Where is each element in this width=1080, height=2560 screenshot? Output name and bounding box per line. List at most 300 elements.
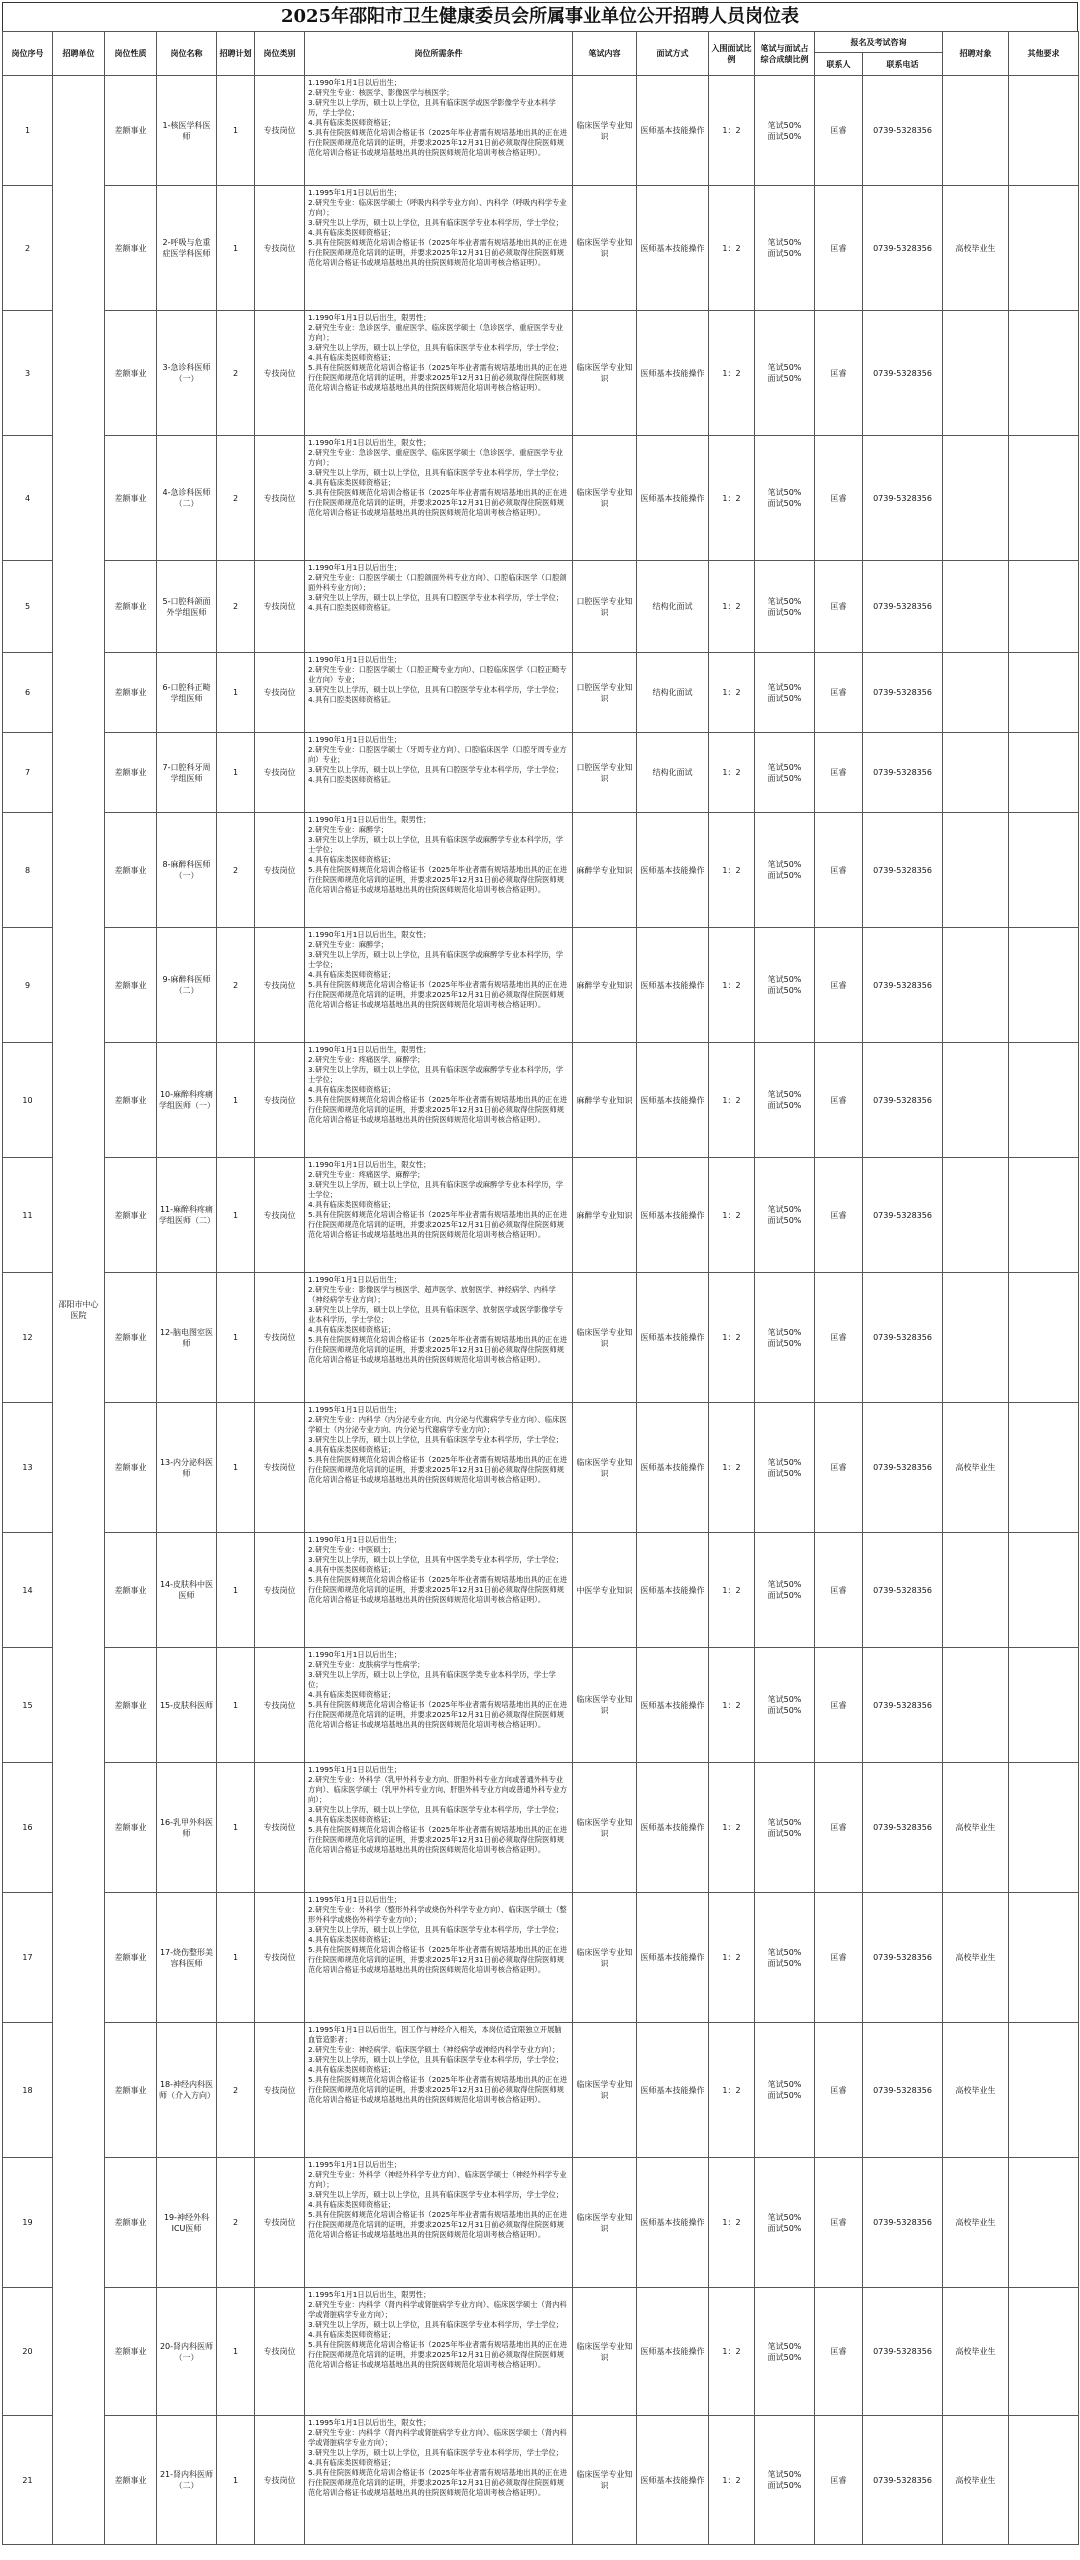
table-row — [3, 186, 1079, 311]
table-row — [3, 1763, 1079, 1893]
interview-mode-cell: 结构化面试 — [637, 561, 709, 653]
other-cell — [1009, 928, 1079, 1043]
conditions-cell: 1.1995年1月1日以后出生，限女性； 2.研究生专业：内科学（肾内科学或肾脏病学专业方向）、临床医学硕士（肾内科学或肾脏病学专业方向）； 3.研究生以上学历，硕士以上学位，且具有临床医学专业本科学历，学士学位； 4.具有临床类医师资格证； 5.具有住院医师规范化培训合格证书（2025年毕业者需有规培基地出具的正在进行住院医师规范化培训的证明，并要求2025年12月31日前必须取得住院医师规范化培训合格证书或规培基地出具的住院医师规范化培训考核合格证明）。 — [305, 2416, 573, 2545]
phone-cell: 0739-5328356 — [863, 2023, 943, 2158]
target-cell — [943, 1648, 1009, 1763]
score-ratio-cell: 笔试50% 面试50% — [755, 733, 815, 813]
position-name-cell: 11-麻醉科疼痛学组医师（二） — [157, 1158, 217, 1273]
category-cell: 专技岗位 — [255, 653, 305, 733]
seq-cell: 8 — [3, 813, 53, 928]
interview-ratio-cell: 1：2 — [709, 1533, 755, 1648]
contact-cell: 匡睿 — [815, 2288, 863, 2416]
table-row — [3, 561, 1079, 653]
position-name-cell: 17-烧伤整形美容科医师 — [157, 1893, 217, 2023]
other-cell — [1009, 186, 1079, 311]
exam-content-cell: 临床医学专业知识 — [573, 1403, 637, 1533]
category-cell: 专技岗位 — [255, 186, 305, 311]
header-name: 岗位名称 — [157, 32, 217, 76]
interview-ratio-cell: 1：2 — [709, 813, 755, 928]
table-row — [3, 928, 1079, 1043]
exam-content-cell: 临床医学专业知识 — [573, 2288, 637, 2416]
exam-content-cell: 临床医学专业知识 — [573, 436, 637, 561]
page-title: 2025年邵阳市卫生健康委员会所属事业单位公开招聘人员岗位表 — [2, 2, 1078, 31]
phone-cell: 0739-5328356 — [863, 1763, 943, 1893]
category-cell: 专技岗位 — [255, 1403, 305, 1533]
plan-cell: 2 — [217, 561, 255, 653]
nature-cell: 差额事业 — [105, 1533, 157, 1648]
interview-mode-cell: 医师基本技能操作 — [637, 1043, 709, 1158]
document-page — [2, 2, 1078, 2545]
contact-cell: 匡睿 — [815, 733, 863, 813]
interview-mode-cell: 医师基本技能操作 — [637, 2416, 709, 2545]
other-cell — [1009, 653, 1079, 733]
seq-cell: 9 — [3, 928, 53, 1043]
position-name-cell: 19-神经外科ICU医师 — [157, 2158, 217, 2288]
position-name-cell: 5-口腔科颌面外学组医师 — [157, 561, 217, 653]
interview-ratio-cell: 1：2 — [709, 2023, 755, 2158]
target-cell — [943, 311, 1009, 436]
interview-mode-cell: 医师基本技能操作 — [637, 1648, 709, 1763]
other-cell — [1009, 1158, 1079, 1273]
other-cell — [1009, 1403, 1079, 1533]
conditions-cell: 1.1990年1月1日以后出生，限男性； 2.研究生专业：急诊医学、重症医学、临床医学硕士（急诊医学、重症医学专业方向）； 3.研究生以上学历，硕士以上学位，且具有临床医学专业本科学历，学士学位； 4.具有临床类医师资格证； 5.具有住院医师规范化培训合格证书（2025年毕业者需有规培基地出具的正在进行住院医师规范化培训的证明，并要求2025年12月31日前必须取得住院医师规范化培训合格证书或规培基地出具的住院医师规范化培训考核合格证明）。 — [305, 311, 573, 436]
conditions-cell: 1.1990年1月1日以后出生； 2.研究生专业：口腔医学硕士（牙周专业方向）、口腔临床医学（口腔牙周专业方向）专业； 3.研究生以上学历，硕士以上学位，且具有口腔医学专业本科学历，学士学位； 4.具有口腔类医师资格证。 — [305, 733, 573, 813]
nature-cell: 差额事业 — [105, 561, 157, 653]
conditions-cell: 1.1990年1月1日以后出生； 2.研究生专业：核医学、影像医学与核医学； 3.研究生以上学历，硕士以上学位，且具有临床医学或医学影像学专业本科学历，学士学位； 4.具有临床类医师资格证； 5.具有住院医师规范化培训合格证书（2025年毕业者需有规培基地出具的正在进行住院医师规范化培训的证明，并要求2025年12月31日前必须取得住院医师规范化培训合格证书或规培基地出具的住院医师规范化培训考核合格证明）。 — [305, 76, 573, 186]
exam-content-cell: 临床医学专业知识 — [573, 76, 637, 186]
interview-ratio-cell: 1：2 — [709, 561, 755, 653]
nature-cell: 差额事业 — [105, 813, 157, 928]
score-ratio-cell: 笔试50% 面试50% — [755, 1273, 815, 1403]
score-ratio-cell: 笔试50% 面试50% — [755, 1533, 815, 1648]
interview-ratio-cell: 1：2 — [709, 2158, 755, 2288]
contact-cell: 匡睿 — [815, 186, 863, 311]
table-row — [3, 311, 1079, 436]
exam-content-cell: 临床医学专业知识 — [573, 311, 637, 436]
table-row — [3, 2416, 1079, 2545]
exam-content-cell: 口腔医学专业知识 — [573, 653, 637, 733]
plan-cell: 1 — [217, 1533, 255, 1648]
exam-content-cell: 临床医学专业知识 — [573, 1893, 637, 2023]
category-cell: 专技岗位 — [255, 1273, 305, 1403]
phone-cell: 0739-5328356 — [863, 1403, 943, 1533]
seq-cell: 13 — [3, 1403, 53, 1533]
plan-cell: 1 — [217, 2416, 255, 2545]
position-name-cell: 16-乳甲外科医师 — [157, 1763, 217, 1893]
conditions-cell: 1.1990年1月1日以后出生，限男性； 2.研究生专业：疼痛医学、麻醉学； 3.研究生以上学历，硕士以上学位，且具有临床医学或麻醉学专业本科学历，学士学位； 4.具有临床类医师资格证； 5.具有住院医师规范化培训合格证书（2025年毕业者需有规培基地出具的正在进行住院医师规范化培训的证明，并要求2025年12月31日前必须取得住院医师规范化培训合格证书或规培基地出具的住院医师规范化培训考核合格证明）。 — [305, 1043, 573, 1158]
position-name-cell: 14-皮肤科中医医师 — [157, 1533, 217, 1648]
score-ratio-cell: 笔试50% 面试50% — [755, 1403, 815, 1533]
interview-ratio-cell: 1：2 — [709, 76, 755, 186]
contact-cell: 匡睿 — [815, 436, 863, 561]
seq-cell: 12 — [3, 1273, 53, 1403]
interview-mode-cell: 医师基本技能操作 — [637, 311, 709, 436]
plan-cell: 1 — [217, 186, 255, 311]
interview-mode-cell: 医师基本技能操作 — [637, 436, 709, 561]
category-cell: 专技岗位 — [255, 2416, 305, 2545]
conditions-cell: 1.1995年1月1日以后出生； 2.研究生专业：外科学（神经外科学专业方向）、临床医学硕士（神经外科学专业方向）； 3.研究生以上学历，硕士以上学位，且具有临床医学专业本科学历，学士学位； 4.具有临床类医师资格证； 5.具有住院医师规范化培训合格证书（2025年毕业者需有规培基地出具的正在进行住院医师规范化培训的证明，并要求2025年12月31日前必须取得住院医师规范化培训合格证书或规培基地出具的住院医师规范化培训考核合格证明）。 — [305, 2158, 573, 2288]
interview-mode-cell: 医师基本技能操作 — [637, 1403, 709, 1533]
contact-cell: 匡睿 — [815, 1158, 863, 1273]
score-ratio-cell: 笔试50% 面试50% — [755, 1893, 815, 2023]
table-row — [3, 813, 1079, 928]
interview-ratio-cell: 1：2 — [709, 1158, 755, 1273]
table-row — [3, 2023, 1079, 2158]
target-cell: 高校毕业生 — [943, 1893, 1009, 2023]
category-cell: 专技岗位 — [255, 561, 305, 653]
score-ratio-cell: 笔试50% 面试50% — [755, 186, 815, 311]
nature-cell: 差额事业 — [105, 1043, 157, 1158]
target-cell — [943, 561, 1009, 653]
target-cell: 高校毕业生 — [943, 1763, 1009, 1893]
other-cell — [1009, 733, 1079, 813]
other-cell — [1009, 2288, 1079, 2416]
plan-cell: 2 — [217, 928, 255, 1043]
conditions-cell: 1.1990年1月1日以后出生，限女性； 2.研究生专业：麻醉学； 3.研究生以上学历，硕士以上学位，且具有临床医学或麻醉学专业本科学历，学士学位； 4.具有临床类医师资格证； 5.具有住院医师规范化培训合格证书（2025年毕业者需有规培基地出具的正在进行住院医师规范化培训的证明，并要求2025年12月31日前必须取得住院医师规范化培训合格证书或规培基地出具的住院医师规范化培训考核合格证明）。 — [305, 928, 573, 1043]
conditions-cell: 1.1995年1月1日以后出生； 2.研究生专业：外科学（整形外科学或烧伤外科学专业方向）、临床医学硕士（整形外科学或烧伤外科学专业方向）； 3.研究生以上学历，硕士以上学位，且具有临床医学专业本科学历，学士学位； 4.具有临床类医师资格证； 5.具有住院医师规范化培训合格证书（2025年毕业者需有规培基地出具的正在进行住院医师规范化培训的证明，并要求2025年12月31日前必须取得住院医师规范化培训合格证书或规培基地出具的住院医师规范化培训考核合格证明）。 — [305, 1893, 573, 2023]
interview-ratio-cell: 1：2 — [709, 1893, 755, 2023]
exam-content-cell: 麻醉学专业知识 — [573, 1043, 637, 1158]
score-ratio-cell: 笔试50% 面试50% — [755, 1763, 815, 1893]
exam-content-cell: 临床医学专业知识 — [573, 1273, 637, 1403]
phone-cell: 0739-5328356 — [863, 1273, 943, 1403]
conditions-cell: 1.1990年1月1日以后出生； 2.研究生专业：中医硕士； 3.研究生以上学历，硕士以上学位，且具有中医学类专业本科学历，学士学位； 4.具有中医类医师资格证； 5.具有住院医师规范化培训合格证书（2025年毕业者需有规培基地出具的正在进行住院医师规范化培训的证明，并要求2025年12月31日前必须取得住院医师规范化培训合格证书或规培基地出具的住院医师规范化培训考核合格证明）。 — [305, 1533, 573, 1648]
seq-cell: 14 — [3, 1533, 53, 1648]
interview-ratio-cell: 1：2 — [709, 311, 755, 436]
seq-cell: 21 — [3, 2416, 53, 2545]
table-row — [3, 733, 1079, 813]
contact-cell: 匡睿 — [815, 1533, 863, 1648]
table-row — [3, 1533, 1079, 1648]
category-cell: 专技岗位 — [255, 2158, 305, 2288]
plan-cell: 1 — [217, 1043, 255, 1158]
phone-cell: 0739-5328356 — [863, 2288, 943, 2416]
phone-cell: 0739-5328356 — [863, 733, 943, 813]
seq-cell: 20 — [3, 2288, 53, 2416]
plan-cell: 1 — [217, 76, 255, 186]
category-cell: 专技岗位 — [255, 928, 305, 1043]
plan-cell: 1 — [217, 653, 255, 733]
contact-cell: 匡睿 — [815, 2416, 863, 2545]
seq-cell: 6 — [3, 653, 53, 733]
position-name-cell: 13-内分泌科医师 — [157, 1403, 217, 1533]
header-conditions: 岗位所需条件 — [305, 32, 573, 76]
conditions-cell: 1.1995年1月1日以后出生； 2.研究生专业：外科学（乳甲外科专业方向、肝胆外科专业方向或普通外科专业方向）、临床医学硕士（乳甲外科专业方向、肝胆外科专业方向或普通外科专业方向）； 3.研究生以上学历，硕士以上学位，且具有临床医学专业本科学历，学士学位； 4.具有临床类医师资格证； 5.具有住院医师规范化培训合格证书（2025年毕业者需有规培基地出具的正在进行住院医师规范化培训的证明，并要求2025年12月31日前必须取得住院医师规范化培训合格证书或规培基地出具的住院医师规范化培训考核合格证明）。 — [305, 1763, 573, 1893]
exam-content-cell: 临床医学专业知识 — [573, 1648, 637, 1763]
plan-cell: 1 — [217, 733, 255, 813]
nature-cell: 差额事业 — [105, 2288, 157, 2416]
interview-ratio-cell: 1：2 — [709, 733, 755, 813]
plan-cell: 1 — [217, 1273, 255, 1403]
position-name-cell: 3-急诊科医师（一） — [157, 311, 217, 436]
nature-cell: 差额事业 — [105, 653, 157, 733]
nature-cell: 差额事业 — [105, 928, 157, 1043]
contact-cell: 匡睿 — [815, 1403, 863, 1533]
contact-cell: 匡睿 — [815, 1763, 863, 1893]
plan-cell: 1 — [217, 1158, 255, 1273]
nature-cell: 差额事业 — [105, 733, 157, 813]
nature-cell: 差额事业 — [105, 436, 157, 561]
score-ratio-cell: 笔试50% 面试50% — [755, 311, 815, 436]
other-cell — [1009, 311, 1079, 436]
nature-cell: 差额事业 — [105, 76, 157, 186]
other-cell — [1009, 813, 1079, 928]
position-name-cell: 21-肾内科医师（二） — [157, 2416, 217, 2545]
nature-cell: 差额事业 — [105, 2158, 157, 2288]
plan-cell: 1 — [217, 2288, 255, 2416]
header-contact-group: 报名及考试咨询 — [815, 32, 943, 53]
interview-mode-cell: 医师基本技能操作 — [637, 1273, 709, 1403]
exam-content-cell: 口腔医学专业知识 — [573, 733, 637, 813]
plan-cell: 2 — [217, 2023, 255, 2158]
conditions-cell: 1.1990年1月1日以后出生； 2.研究生专业：影像医学与核医学、超声医学、放射医学、神经病学、内科学（神经病学专业方向）； 3.研究生以上学历，硕士以上学位，且具有临床医学、放射医学或医学影像学专业本科学历，学士学位； 4.具有临床类医师资格证； 5.具有住院医师规范化培训合格证书（2025年毕业者需有规培基地出具的正在进行住院医师规范化培训的证明，并要求2025年12月31日前必须取得住院医师规范化培训合格证书或规培基地出具的住院医师规范化培训考核合格证明）。 — [305, 1273, 573, 1403]
exam-content-cell: 麻醉学专业知识 — [573, 1158, 637, 1273]
position-name-cell: 4-急诊科医师（二） — [157, 436, 217, 561]
interview-mode-cell: 结构化面试 — [637, 653, 709, 733]
header-interview-ratio: 入围面试比例 — [709, 32, 755, 76]
score-ratio-cell: 笔试50% 面试50% — [755, 2416, 815, 2545]
contact-cell: 匡睿 — [815, 1893, 863, 2023]
contact-cell: 匡睿 — [815, 2158, 863, 2288]
score-ratio-cell: 笔试50% 面试50% — [755, 2023, 815, 2158]
header-category: 岗位类别 — [255, 32, 305, 76]
interview-mode-cell: 医师基本技能操作 — [637, 2288, 709, 2416]
other-cell — [1009, 2158, 1079, 2288]
target-cell — [943, 928, 1009, 1043]
other-cell — [1009, 1893, 1079, 2023]
position-name-cell: 20-肾内科医师（一） — [157, 2288, 217, 2416]
exam-content-cell: 口腔医学专业知识 — [573, 561, 637, 653]
other-cell — [1009, 2023, 1079, 2158]
position-name-cell: 15-皮肤科医师 — [157, 1648, 217, 1763]
exam-content-cell: 临床医学专业知识 — [573, 2416, 637, 2545]
phone-cell: 0739-5328356 — [863, 561, 943, 653]
seq-cell: 4 — [3, 436, 53, 561]
other-cell — [1009, 561, 1079, 653]
target-cell: 高校毕业生 — [943, 2416, 1009, 2545]
position-name-cell: 10-麻醉科疼痛学组医师（一） — [157, 1043, 217, 1158]
phone-cell: 0739-5328356 — [863, 653, 943, 733]
interview-ratio-cell: 1：2 — [709, 2288, 755, 2416]
seq-cell: 10 — [3, 1043, 53, 1158]
other-cell — [1009, 1273, 1079, 1403]
conditions-cell: 1.1990年1月1日以后出生，限男性； 2.研究生专业：麻醉学； 3.研究生以上学历，硕士以上学位，且具有临床医学或麻醉学专业本科学历，学士学位； 4.具有临床类医师资格证； 5.具有住院医师规范化培训合格证书（2025年毕业者需有规培基地出具的正在进行住院医师规范化培训的证明，并要求2025年12月31日前必须取得住院医师规范化培训合格证书或规培基地出具的住院医师规范化培训考核合格证明）。 — [305, 813, 573, 928]
nature-cell: 差额事业 — [105, 1273, 157, 1403]
seq-cell: 7 — [3, 733, 53, 813]
phone-cell: 0739-5328356 — [863, 1533, 943, 1648]
conditions-cell: 1.1990年1月1日以后出生； 2.研究生专业：口腔医学硕士（口腔颌面外科专业方向）、口腔临床医学（口腔颌面外科专业方向）； 3.研究生以上学历，硕士以上学位，且具有口腔医学专业本科学历，学士学位； 4.具有口腔类医师资格证。 — [305, 561, 573, 653]
nature-cell: 差额事业 — [105, 2023, 157, 2158]
conditions-cell: 1.1995年1月1日以后出生； 2.研究生专业：临床医学硕士（呼吸内科学专业方向）、内科学（呼吸内科学专业方向）； 3.研究生以上学历，硕士以上学位，且具有临床医学专业本科学历，学士学位； 4.具有临床类医师资格证； 5.具有住院医师规范化培训合格证书（2025年毕业者需有规培基地出具的正在进行住院医师规范化培训的证明，并要求2025年12月31日前必须取得住院医师规范化培训合格证书或规培基地出具的住院医师规范化培训考核合格证明）。 — [305, 186, 573, 311]
seq-cell: 18 — [3, 2023, 53, 2158]
table-row — [3, 1648, 1079, 1763]
category-cell: 专技岗位 — [255, 1043, 305, 1158]
phone-cell: 0739-5328356 — [863, 1158, 943, 1273]
other-cell — [1009, 1763, 1079, 1893]
category-cell: 专技岗位 — [255, 1648, 305, 1763]
score-ratio-cell: 笔试50% 面试50% — [755, 2158, 815, 2288]
phone-cell: 0739-5328356 — [863, 813, 943, 928]
table-row — [3, 2288, 1079, 2416]
interview-mode-cell: 医师基本技能操作 — [637, 2023, 709, 2158]
phone-cell: 0739-5328356 — [863, 1893, 943, 2023]
seq-cell: 5 — [3, 561, 53, 653]
interview-ratio-cell: 1：2 — [709, 1648, 755, 1763]
target-cell — [943, 436, 1009, 561]
category-cell: 专技岗位 — [255, 813, 305, 928]
exam-content-cell: 临床医学专业知识 — [573, 1763, 637, 1893]
score-ratio-cell: 笔试50% 面试50% — [755, 813, 815, 928]
nature-cell: 差额事业 — [105, 1648, 157, 1763]
table-row — [3, 1403, 1079, 1533]
phone-cell: 0739-5328356 — [863, 311, 943, 436]
category-cell: 专技岗位 — [255, 1763, 305, 1893]
target-cell — [943, 1043, 1009, 1158]
table-row — [3, 1273, 1079, 1403]
header-interview-mode: 面试方式 — [637, 32, 709, 76]
category-cell: 专技岗位 — [255, 1533, 305, 1648]
category-cell: 专技岗位 — [255, 1893, 305, 2023]
interview-ratio-cell: 1：2 — [709, 1043, 755, 1158]
interview-mode-cell: 结构化面试 — [637, 733, 709, 813]
contact-cell: 匡睿 — [815, 1648, 863, 1763]
exam-content-cell: 临床医学专业知识 — [573, 2158, 637, 2288]
interview-mode-cell: 医师基本技能操作 — [637, 813, 709, 928]
header-plan: 招聘计划 — [217, 32, 255, 76]
seq-cell: 2 — [3, 186, 53, 311]
interview-mode-cell: 医师基本技能操作 — [637, 76, 709, 186]
contact-cell: 匡睿 — [815, 311, 863, 436]
score-ratio-cell: 笔试50% 面试50% — [755, 1648, 815, 1763]
other-cell — [1009, 1648, 1079, 1763]
other-cell — [1009, 76, 1079, 186]
category-cell: 专技岗位 — [255, 76, 305, 186]
interview-ratio-cell: 1：2 — [709, 436, 755, 561]
position-name-cell: 18-神经内科医师（介入方向） — [157, 2023, 217, 2158]
header-target: 招聘对象 — [943, 32, 1009, 76]
contact-cell: 匡睿 — [815, 928, 863, 1043]
interview-mode-cell: 医师基本技能操作 — [637, 2158, 709, 2288]
score-ratio-cell: 笔试50% 面试50% — [755, 928, 815, 1043]
target-cell — [943, 1273, 1009, 1403]
phone-cell: 0739-5328356 — [863, 1648, 943, 1763]
table-row — [3, 436, 1079, 561]
score-ratio-cell: 笔试50% 面试50% — [755, 561, 815, 653]
target-cell: 高校毕业生 — [943, 1403, 1009, 1533]
conditions-cell: 1.1995年1月1日以后出生，因工作与神经介入相关，本岗位适宜限独立开展脑血管造影者； 2.研究生专业：神经病学、临床医学硕士（神经病学或神经内科学专业方向）； 3.研究生以上学历，硕士以上学位，且具有临床医学专业本科学历，学士学位； 4.具有临床类医师资格证； 5.具有住院医师规范化培训合格证书（2025年毕业者需有规培基地出具的正在进行住院医师规范化培训的证明，并要求2025年12月31日前必须取得住院医师规范化培训合格证书或规培基地出具的住院医师规范化培训考核合格证明）。 — [305, 2023, 573, 2158]
position-name-cell: 12-脑电图室医师 — [157, 1273, 217, 1403]
target-cell — [943, 813, 1009, 928]
phone-cell: 0739-5328356 — [863, 76, 943, 186]
score-ratio-cell: 笔试50% 面试50% — [755, 1158, 815, 1273]
table-header — [3, 32, 1079, 76]
header-seq: 岗位序号 — [3, 32, 53, 76]
plan-cell: 1 — [217, 1893, 255, 2023]
phone-cell: 0739-5328356 — [863, 1043, 943, 1158]
header-exam-content: 笔试内容 — [573, 32, 637, 76]
seq-cell: 1 — [3, 76, 53, 186]
table-row — [3, 1043, 1079, 1158]
contact-cell: 匡睿 — [815, 2023, 863, 2158]
nature-cell: 差额事业 — [105, 2416, 157, 2545]
exam-content-cell: 麻醉学专业知识 — [573, 928, 637, 1043]
category-cell: 专技岗位 — [255, 2288, 305, 2416]
contact-cell: 匡睿 — [815, 76, 863, 186]
positions-table — [2, 31, 1079, 2545]
seq-cell: 19 — [3, 2158, 53, 2288]
interview-ratio-cell: 1：2 — [709, 1763, 755, 1893]
conditions-cell: 1.1990年1月1日以后出生； 2.研究生专业：口腔医学硕士（口腔正畸专业方向）、口腔临床医学（口腔正畸专业方向）专业； 3.研究生以上学历，硕士以上学位，且具有口腔医学专业本科学历，学士学位； 4.具有口腔类医师资格证。 — [305, 653, 573, 733]
interview-mode-cell: 医师基本技能操作 — [637, 1763, 709, 1893]
nature-cell: 差额事业 — [105, 186, 157, 311]
seq-cell: 11 — [3, 1158, 53, 1273]
score-ratio-cell: 笔试50% 面试50% — [755, 1043, 815, 1158]
header-nature: 岗位性质 — [105, 32, 157, 76]
target-cell: 高校毕业生 — [943, 2158, 1009, 2288]
header-score-ratio: 笔试与面试占综合成绩比例 — [755, 32, 815, 76]
other-cell — [1009, 1533, 1079, 1648]
plan-cell: 2 — [217, 311, 255, 436]
conditions-cell: 1.1990年1月1日以后出生； 2.研究生专业：皮肤病学与性病学； 3.研究生以上学历，硕士以上学位，且具有临床医学类专业本科学历，学士学位； 4.具有临床类医师资格证； 5.具有住院医师规范化培训合格证书（2025年毕业者需有规培基地出具的正在进行住院医师规范化培训的证明，并要求2025年12月31日前必须取得住院医师规范化培训合格证书或规培基地出具的住院医师规范化培训考核合格证明）。 — [305, 1648, 573, 1763]
position-name-cell: 8-麻醉科医师（一） — [157, 813, 217, 928]
plan-cell: 1 — [217, 1763, 255, 1893]
nature-cell: 差额事业 — [105, 1158, 157, 1273]
contact-cell: 匡睿 — [815, 1273, 863, 1403]
interview-ratio-cell: 1：2 — [709, 2416, 755, 2545]
interview-ratio-cell: 1：2 — [709, 186, 755, 311]
plan-cell: 2 — [217, 436, 255, 561]
seq-cell: 16 — [3, 1763, 53, 1893]
phone-cell: 0739-5328356 — [863, 2158, 943, 2288]
interview-ratio-cell: 1：2 — [709, 1273, 755, 1403]
table-row — [3, 76, 1079, 186]
position-name-cell: 2-呼吸与危重症医学科医师 — [157, 186, 217, 311]
table-body — [3, 76, 1079, 2545]
score-ratio-cell: 笔试50% 面试50% — [755, 2288, 815, 2416]
target-cell: 高校毕业生 — [943, 186, 1009, 311]
position-name-cell: 9-麻醉科医师（二） — [157, 928, 217, 1043]
interview-mode-cell: 医师基本技能操作 — [637, 186, 709, 311]
target-cell — [943, 1533, 1009, 1648]
category-cell: 专技岗位 — [255, 2023, 305, 2158]
conditions-cell: 1.1990年1月1日以后出生，限女性； 2.研究生专业：急诊医学、重症医学、临床医学硕士（急诊医学、重症医学专业方向）； 3.研究生以上学历，硕士以上学位，且具有临床医学专业本科学历，学士学位； 4.具有临床类医师资格证； 5.具有住院医师规范化培训合格证书（2025年毕业者需有规培基地出具的正在进行住院医师规范化培训的证明，并要求2025年12月31日前必须取得住院医师规范化培训合格证书或规培基地出具的住院医师规范化培训考核合格证明）。 — [305, 436, 573, 561]
interview-mode-cell: 医师基本技能操作 — [637, 1893, 709, 2023]
score-ratio-cell: 笔试50% 面试50% — [755, 436, 815, 561]
interview-ratio-cell: 1：2 — [709, 928, 755, 1043]
table-row — [3, 2158, 1079, 2288]
category-cell: 专技岗位 — [255, 733, 305, 813]
contact-cell: 匡睿 — [815, 1043, 863, 1158]
table-row — [3, 1158, 1079, 1273]
target-cell: 高校毕业生 — [943, 2288, 1009, 2416]
exam-content-cell: 临床医学专业知识 — [573, 186, 637, 311]
plan-cell: 2 — [217, 813, 255, 928]
nature-cell: 差额事业 — [105, 1403, 157, 1533]
conditions-cell: 1.1995年1月1日以后出生，限男性； 2.研究生专业：内科学（肾内科学或肾脏病学专业方向）、临床医学硕士（肾内科学或肾脏病学专业方向）； 3.研究生以上学历，硕士以上学位，且具有临床医学专业本科学历，学士学位； 4.具有临床类医师资格证； 5.具有住院医师规范化培训合格证书（2025年毕业者需有规培基地出具的正在进行住院医师规范化培训的证明，并要求2025年12月31日前必须取得住院医师规范化培训合格证书或规培基地出具的住院医师规范化培训考核合格证明）。 — [305, 2288, 573, 2416]
table-row — [3, 1893, 1079, 2023]
header-phone: 联系电话 — [863, 53, 943, 76]
exam-content-cell: 麻醉学专业知识 — [573, 813, 637, 928]
table-row — [3, 653, 1079, 733]
conditions-cell: 1.1995年1月1日以后出生； 2.研究生专业：内科学（内分泌专业方向、内分泌与代谢病学专业方向）、临床医学硕士（内分泌专业方向、内分泌与代谢病学专业方向）； 3.研究生以上学历，硕士以上学位，且具有临床医学专业本科学历，学士学位； 4.具有临床类医师资格证； 5.具有住院医师规范化培训合格证书（2025年毕业者需有规培基地出具的正在进行住院医师规范化培训的证明，并要求2025年12月31日前必须取得住院医师规范化培训合格证书或规培基地出具的住院医师规范化培训考核合格证明）。 — [305, 1403, 573, 1533]
other-cell — [1009, 1043, 1079, 1158]
nature-cell: 差额事业 — [105, 1763, 157, 1893]
phone-cell: 0739-5328356 — [863, 2416, 943, 2545]
plan-cell: 1 — [217, 1648, 255, 1763]
header-other: 其他要求 — [1009, 32, 1079, 76]
unit-cell: 邵阳市中心医院 — [53, 76, 105, 2545]
exam-content-cell: 临床医学专业知识 — [573, 2023, 637, 2158]
